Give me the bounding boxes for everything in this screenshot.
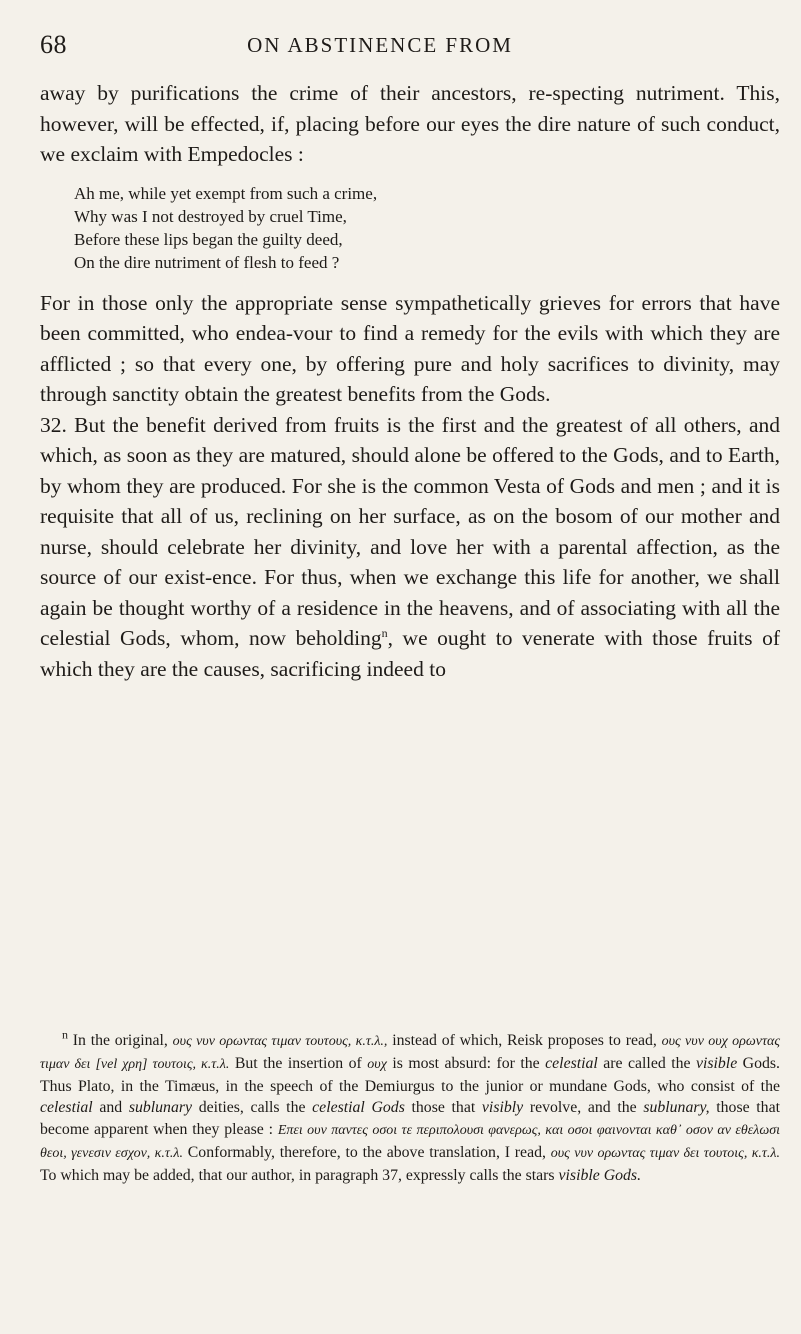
footnote-segment: and <box>92 1099 129 1117</box>
footnote-segment: To which may be added, that our author, in paragraph 37, expressly calls the stars <box>40 1166 559 1184</box>
footnote-text <box>40 1027 780 1187</box>
footnote-segment: are called the <box>597 1054 696 1072</box>
italic-term: celestial <box>545 1054 598 1072</box>
footnote <box>40 1027 780 1187</box>
footnote-marker: n <box>62 1027 68 1042</box>
verse-line: On the dire nutriment of flesh to feed ? <box>74 252 340 272</box>
footnote-segment: In the original, <box>68 1032 173 1049</box>
footnote-segment: is most absurd: for the <box>386 1054 546 1072</box>
footnote-segment: deities, calls the <box>192 1099 313 1117</box>
footnote-marker: n <box>381 625 388 640</box>
running-title: ON ABSTINENCE FROM <box>247 33 513 57</box>
italic-term: visible Gods. <box>558 1166 642 1184</box>
italic-term: celestial Gods <box>312 1099 405 1117</box>
footnote-segment: revolve, and the <box>523 1099 644 1117</box>
greek-quote: ους νυν ορωντας τιμαν τουτους, κ.τ.λ., <box>172 1034 388 1049</box>
footnote-segment: But the insertion of <box>229 1054 368 1072</box>
empedocles-verse <box>74 182 780 274</box>
footnote-segment: Conformably, therefore, to the above translation, I read, <box>182 1143 551 1161</box>
verse-line: Why was I not destroyed by cruel Time, <box>74 206 347 226</box>
italic-term: visibly <box>481 1099 524 1117</box>
paragraph-3-text-end: , we ought to venerate with those fruits of which they are the causes, sacrificing indeed to <box>40 626 780 681</box>
footnote-segment: instead of which, Reisk proposes to read, <box>387 1032 662 1049</box>
footnote-segment: those that <box>404 1099 482 1117</box>
italic-term: sublunary <box>128 1099 193 1117</box>
italic-term: sublunary, <box>643 1099 710 1117</box>
greek-quote: ους νυν ουχ ορωντας τιμαν δει [vel χρη] τουτοις, κ.τ.λ. <box>40 1034 780 1072</box>
paragraph-1: away by purifications the crime of their ancestors, re-specting nutriment. This, however, will be effected, if, placing before our eyes the dire nature of such conduct, we exclaim with Empedocles : <box>40 81 780 166</box>
verse-line: Before these lips began the guilty deed, <box>74 229 343 249</box>
italic-term: visible <box>695 1054 738 1072</box>
footnote-segment: those that become apparent when they please : <box>40 1099 780 1139</box>
greek-quote: Επει ουν παντες οσοι τε περιπολουσι φανερως, και οσοι φαινονται καθ᾽ οσον αν εθελωσι θεοι, γενεσιν εσχον, κ.τ.λ. <box>40 1123 780 1161</box>
page-number: 68 <box>40 30 67 59</box>
running-head <box>40 30 720 66</box>
paragraph-2: For in those only the appropriate sense sympathetically grieves for errors that have been committed, who endea-vour to find a remedy for the evils with which they are afflicted ; so that every one, by offering pure and holy sacrifices to divinity, may through sanctity obtain the greatest benefits from the Gods. <box>40 290 780 406</box>
italic-term: celestial <box>40 1099 93 1117</box>
paragraph-3 <box>40 410 780 685</box>
greek-quote: ους νυν ορωντας τιμαν δει τουτοις, κ.τ.λ. <box>550 1145 780 1161</box>
paragraph-3-text: 32. But the benefit derived from fruits is the first and the greatest of all others, and which, as soon as they are matured, should alone be offered to the Gods, and to Earth, by whom they are produced. For she is the common Vesta of Gods and men ; and it is requisite that all of us, reclining on her surface, as on the bosom of our mother and nurse, should celebrate her divinity, and love her with a parental affection, as the source of our exist-ence. For thus, when we exchange this life for another, we shall again be thought worthy of a residence in the heavens, and of associating with all the celestial Gods, whom, now beholding <box>40 412 780 650</box>
body-text <box>40 78 780 684</box>
footnote-segment: Gods. Thus Plato, in the Timæus, in the speech of the Demiurgus to the junior or mundane Gods, who consist of the <box>40 1054 780 1095</box>
verse-line: Ah me, while yet exempt from such a crime, <box>74 183 378 203</box>
greek-quote: ουχ <box>367 1056 387 1072</box>
